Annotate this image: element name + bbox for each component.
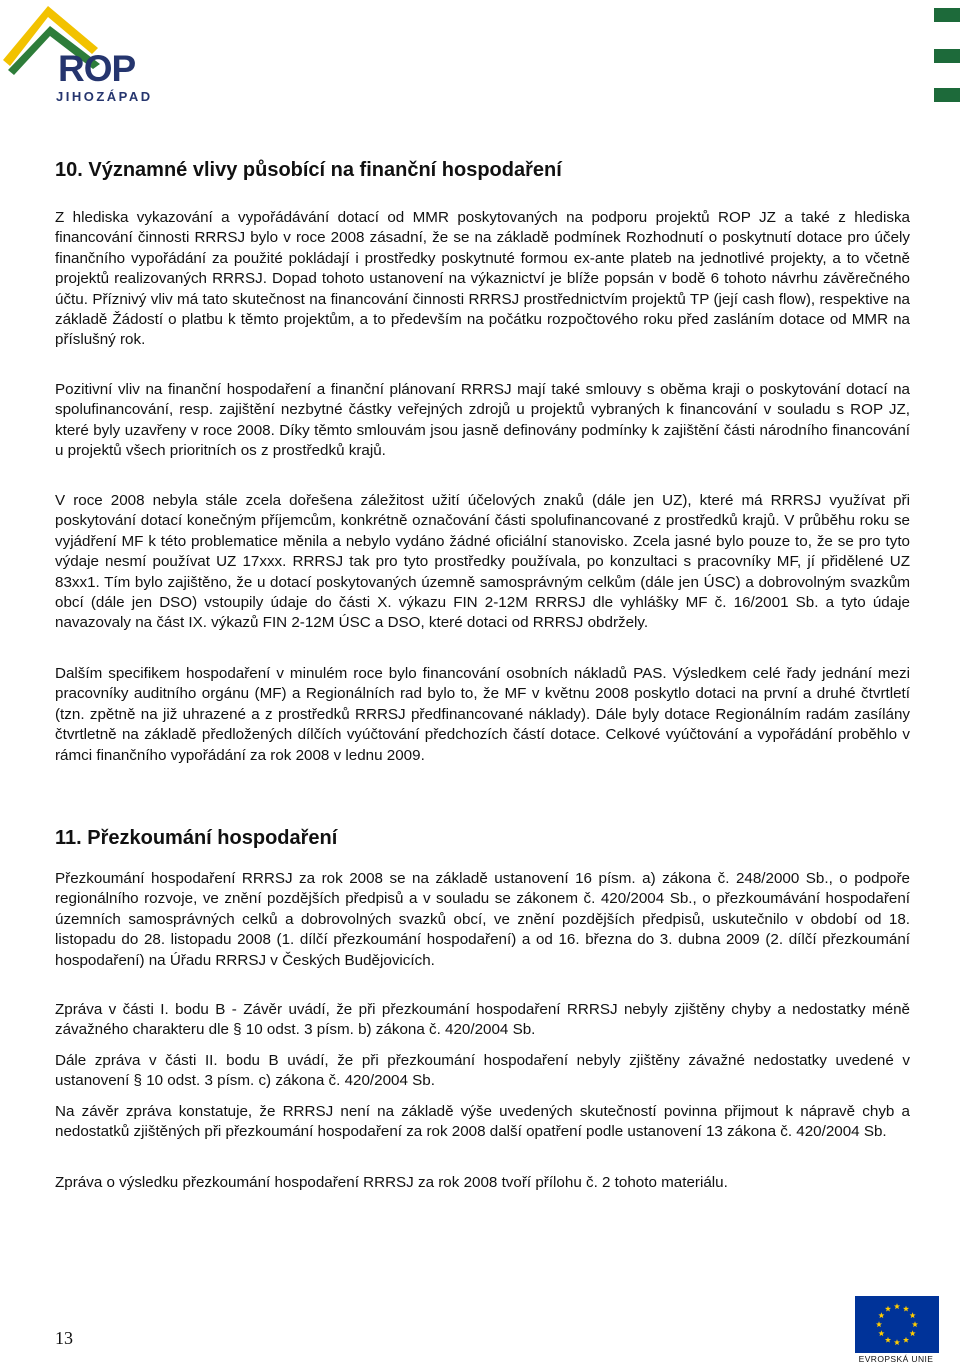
- section-11-paragraph-5: Zpráva o výsledku přezkoumání hospodaření RRRSJ za rok 2008 tvoří přílohu č. 2 tohoto materiálu.: [55, 1174, 728, 1191]
- logo-title: ROP: [58, 48, 136, 89]
- eu-label: EVROPSKÁ UNIE: [858, 1354, 934, 1364]
- logo-subtitle: JIHOZÁPAD: [56, 89, 153, 104]
- corner-decoration-bottom: [934, 88, 960, 102]
- section-11-paragraph-2: Zpráva v části I. bodu B - Závěr uvádí, že při přezkoumání hospodaření RRRSJ nebyly zjištěny chyby a nedostatky méně závažného charakteru dle § 10 odst. 3 písm. b) zákona č. 420/2004 Sb.: [55, 1001, 910, 1039]
- section-10-paragraph-3: V roce 2008 nebyla stále zcela dořešena záležitost užití účelových znaků (dále jen UZ), které má RRRSJ využívat při poskytování dotací konečným příjemcům, konkrétně označování části spolufinancované z prostředků krajů. V průběhu roku se vyjádření MF k této problematice měnila a nebylo vydáno žádné oficiální stanovisko. Zcela jasné bylo pouze to, že se pro tyto výdaje nesmí používat UZ 17xxx. RRRSJ tak pro tyto prostředky používala, po konzultaci s pracovníky MF, jí přidělené UZ 83xx1. Tím bylo zajištěno, že u dotací poskytovaných územně samosprávným celkům (dále jen ÚSC) a dobrovolným svazkům obcí (dále jen DSO) vstoupily údaje do části X. výkazu FIN 2-12M RRRSJ dle vyhlášky MF č. 16/2001 Sb. a tyto údaje navazovaly na část IX. výkazů FIN 2-12M ÚSC a DSO, které dotaci od RRRSJ obdržely.: [55, 492, 910, 632]
- section-10-heading: 10. Významné vlivy působící na finanční hospodaření: [55, 159, 562, 181]
- section-10-paragraph-1: Z hlediska vykazování a vypořádávání dotací od MMR poskytovaných na podporu projektů ROP JZ a také z hlediska financování činnosti RRRSJ bylo v roce 2008 zásadní, že se na základě podmínek Rozhodnutí o poskytnutí dotace pro účely finančního vypořádání za použité pokládají i prostředky poskytnuté formou ex-ante plateb na jednotlivé projekty, a to včetně projektů realizovaných RRRSJ. Dopad tohoto ustanovení na výkaznictví je blíže popsán v bodě 6 tohoto návrhu závěrečného účtu. Příznivý vliv má tato skutečnost na financování činnosti RRRSJ prostřednictvím projektů TP (její cash flow), respektive na základě Žádostí o platbu k těmto projektům, a to především na počátku rozpočtového roku před zasláním dotace od MMR na příslušný rok.: [55, 209, 910, 349]
- section-11-paragraph-1: Přezkoumání hospodaření RRRSJ za rok 2008 se na základě ustanovení 16 písm. a) zákona č. 248/2000 Sb., o podpoře regionálního rozvoje, ve znění pozdějších předpisů a v souladu se zákonem č. 420/2004 Sb., o přezkoumávání hospodaření územních samosprávných celků a dobrovolných svazků obcí, ve znění pozdějších předpisů, uskutečnilo v období od 18. listopadu do 28. listopadu 2008 (1. dílčí přezkoumání hospodaření) a od 16. března do 3. dubna 2009 (2. dílčí přezkoumání hospodaření) na Úřadu RRRSJ v Českých Budějovicích.: [55, 870, 910, 969]
- page-number: 13: [55, 1328, 73, 1348]
- section-10-paragraph-2: Pozitivní vliv na finanční hospodaření a finanční plánovaní RRRSJ mají také smlouvy s oběma kraji o poskytování dotací na spolufinancování, resp. zajištění nezbytné částky veřejných zdrojů u projektů vybraných k financování v souladu s ROP JZ, které byly uzavřeny v roce 2008. Díky těmto smlouvám jsou jasně definovány podmínky k zajištění části národního financování u projektů všech prioritních os z prostředků krajů.: [55, 381, 910, 460]
- section-11-paragraph-3: Dále zpráva v části II. bodu B uvádí, že při přezkoumání hospodaření nebyly zjištěny závažné nedostatky uvedené v ustanovení § 10 odst. 3 písm. c) zákona č. 420/2004 Sb.: [55, 1052, 910, 1090]
- corner-decoration-top: [934, 8, 960, 22]
- corner-decoration-middle: [934, 49, 960, 63]
- section-10-paragraph-4: Dalším specifikem hospodaření v minulém roce bylo financování osobních nákladů PAS. Výsledkem celé řady jednání mezi pracovníky auditního orgánu (MF) a Regionálních rad bylo to, že MF v květnu 2008 poskytlo dotaci na první a druhé čtvrtletí (tzn. zpětně na již uhrazené a z prostředků RRRSJ předfinancované náklady). Dále byly dotace Regionálním radám zasílány čtvrtletně na základě předložených dílčích vyúčtování předchozích částí dotace. Celkové vyúčtování a vypořádání proběhlo v rámci finančního vypořádání za rok 2008 v lednu 2009.: [55, 665, 910, 764]
- section-11-paragraph-4: Na závěr zpráva konstatuje, že RRRSJ není na základě výše uvedených skutečností povinna přijmout k nápravě chyb a nedostatků zjištěných při přezkoumání hospodaření za rok 2008 další opatření podle ustanovení 13 zákona č. 420/2004 Sb.: [55, 1103, 910, 1141]
- eu-flag-icon: [855, 1296, 939, 1353]
- section-11-heading: 11. Přezkoumání hospodaření: [55, 827, 338, 849]
- rop-logo: [0, 0, 165, 108]
